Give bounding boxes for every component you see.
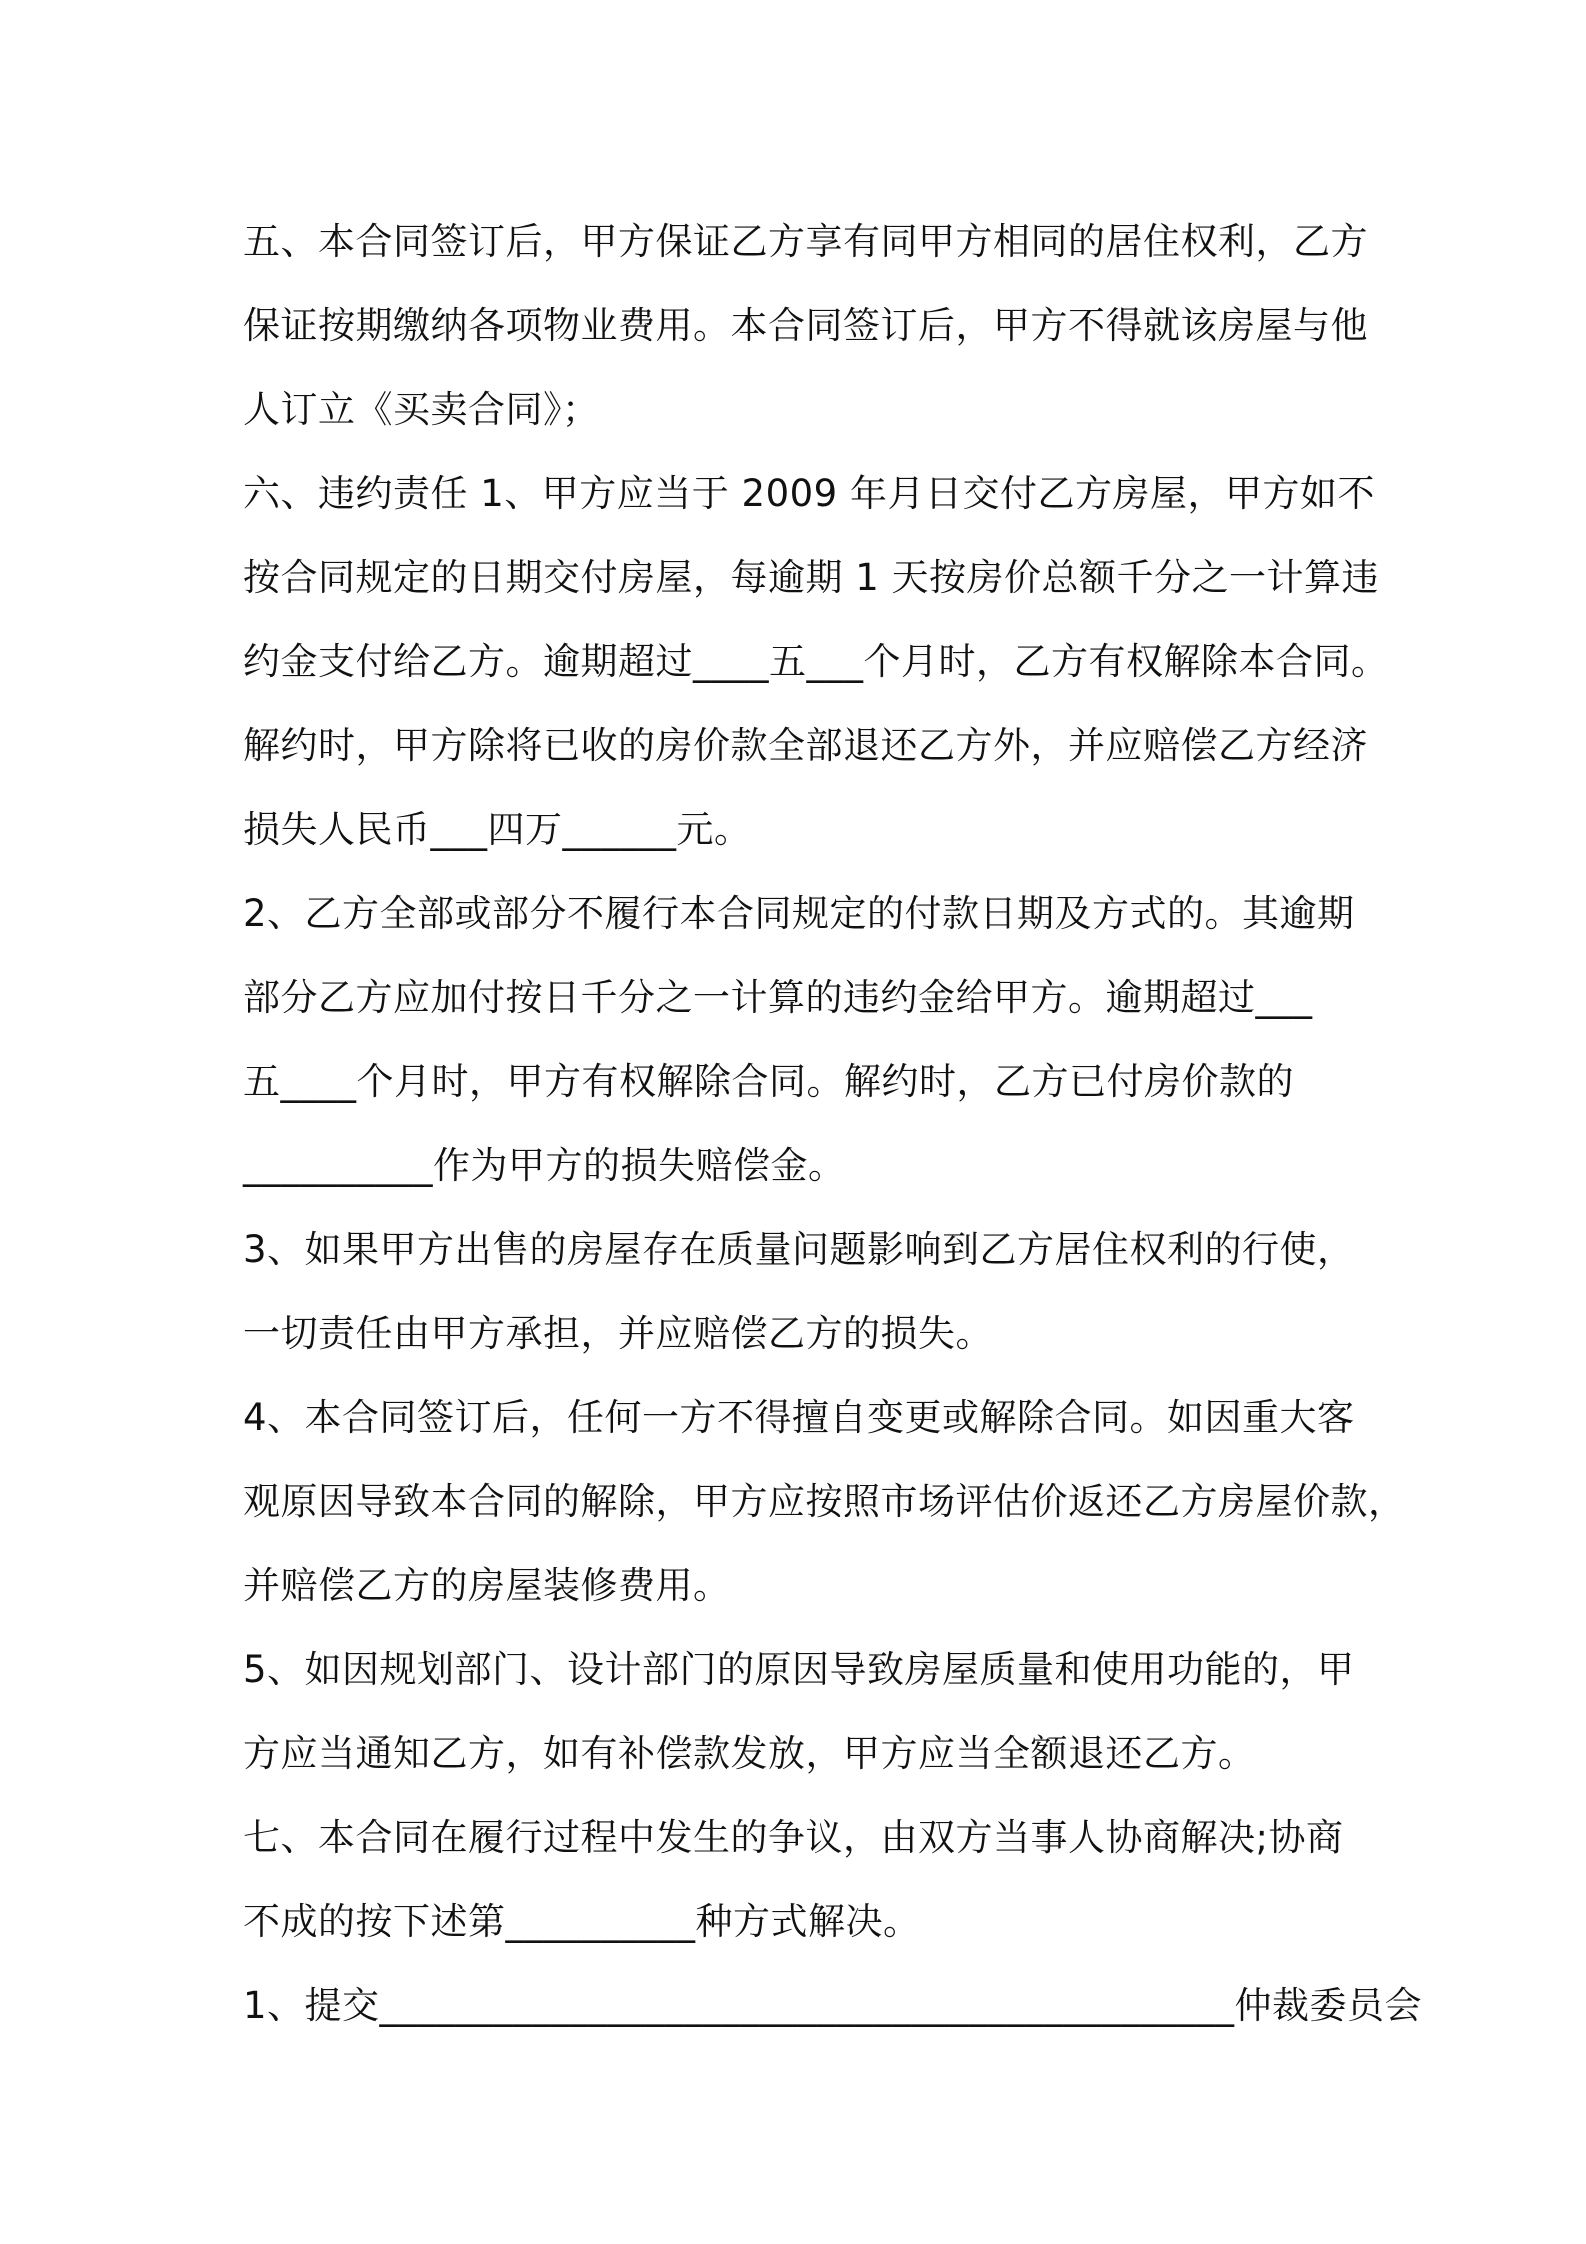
text-line: 观原因导致本合同的解除，甲方应按照市场评估价返还乙方房屋价款， <box>243 1480 1406 1523</box>
text-line: 部分乙方应加付按日千分之一计算的违约金给甲方。逾期超过___ <box>243 976 1313 1019</box>
text-line: 5、如因规划部门、设计部门的原因导致房屋质量和使用功能的，甲 <box>243 1648 1355 1691</box>
text-line: 4、本合同签订后，任何一方不得擅自变更或解除合同。如因重大客 <box>243 1396 1355 1439</box>
text-line: 保证按期缴纳各项物业费用。本合同签订后，甲方不得就该房屋与他 <box>243 304 1368 347</box>
document-body <box>243 200 1423 2048</box>
text-line: 五____个月时，甲方有权解除合同。解约时，乙方已付房价款的 <box>243 1060 1294 1103</box>
text-line: 方应当通知乙方，如有补偿款发放，甲方应当全额退还乙方。 <box>243 1732 1256 1775</box>
text-line: 人订立《买卖合同》； <box>243 388 600 431</box>
text-line: 七、本合同在履行过程中发生的争议，由双方当事人协商解决;协商 <box>243 1816 1344 1859</box>
text-line: 解约时，甲方除将已收的房价款全部退还乙方外，并应赔偿乙方经济 <box>243 724 1368 767</box>
text-line: 一切责任由甲方承担，并应赔偿乙方的损失。 <box>243 1312 993 1355</box>
text-line: 1、提交_____________________________________________仲裁委员会 <box>243 1984 1423 2027</box>
text-line: __________作为甲方的损失赔偿金。 <box>243 1144 846 1187</box>
text-line: 五、本合同签订后，甲方保证乙方享有同甲方相同的居住权利，乙方 <box>243 220 1368 263</box>
text-line: 并赔偿乙方的房屋装修费用。 <box>243 1564 731 1607</box>
text-line: 约金支付给乙方。逾期超过____五___个月时，乙方有权解除本合同。 <box>243 640 1389 683</box>
text-line: 2、乙方全部或部分不履行本合同规定的付款日期及方式的。其逾期 <box>243 892 1355 935</box>
text-line: 按合同规定的日期交付房屋，每逾期 1 天按房价总额千分之一计算违 <box>243 556 1380 599</box>
text-line: 3、如果甲方出售的房屋存在质量问题影响到乙方居住权利的行使， <box>243 1228 1355 1271</box>
text-line: 损失人民币___四万______元。 <box>243 808 752 851</box>
text-line: 六、违约责任 1、甲方应当于 2009 年月日交付乙方房屋，甲方如不 <box>243 472 1375 515</box>
text-line: 不成的按下述第__________种方式解决。 <box>243 1900 921 1943</box>
